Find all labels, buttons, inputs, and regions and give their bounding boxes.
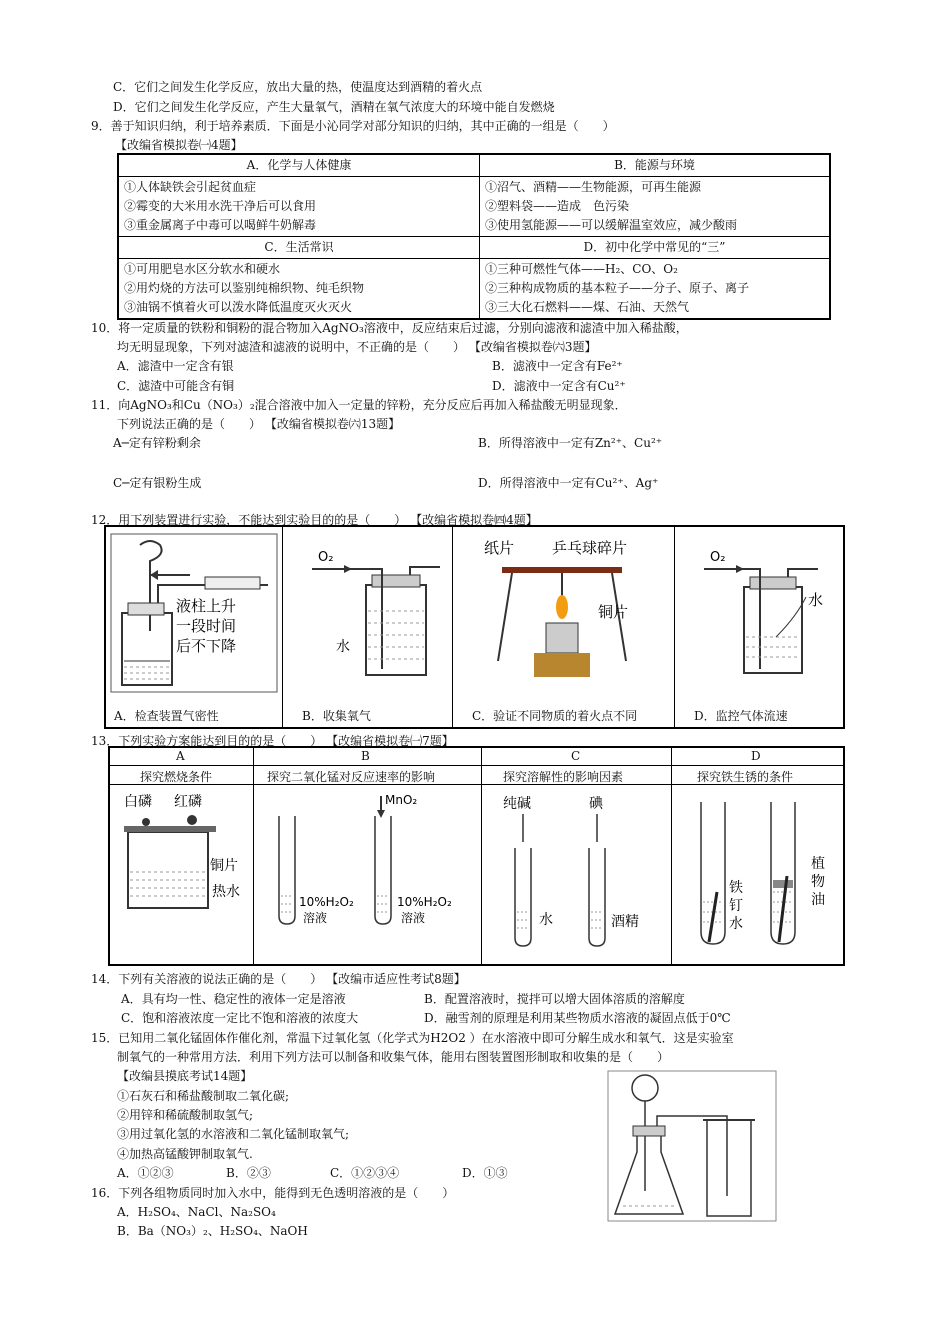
q13-b-mno2: MnO₂ [385, 793, 418, 807]
oxygen-collection-bottle [302, 541, 442, 681]
q9-a-item: ②霉变的大米用水洗干净后可以食用 [124, 199, 317, 213]
prev-option-c: C．它们之间发生化学反应，放出大量的热，使温度达到酒精的着火点 [113, 80, 483, 94]
q15-item-2: ②用锌和稀硫酸制取氢气; [117, 1108, 254, 1122]
q12-caption-c: C．验证不同物质的着火点不同 [472, 709, 638, 723]
q12-caption-b: B．收集氧气 [302, 709, 371, 723]
q9-c-title: C．生活常识 [118, 237, 480, 259]
gas-generation-apparatus [607, 1070, 777, 1222]
q13-head-d: 探究铁生锈的条件 [697, 770, 794, 784]
q10-stem2: 均无明显现象，下列对滤渣和滤液的说明中，不正确的是（ ） [117, 340, 466, 354]
q12-a-label1: 液柱上升 [176, 597, 237, 615]
q9-b-item: ②塑料袋——造成 色污染 [485, 199, 630, 213]
q11-option-a: A─定有锌粉剩余 [113, 436, 201, 450]
q9-stem: 9．善于知识归纳，利于培养素质．下面是小沁同学对部分知识的归纳，其中正确的一组是（ ） [91, 119, 615, 133]
q13-b-sol2b: 溶液 [401, 911, 426, 925]
q13-col-d [671, 748, 843, 964]
q12-c-copper: 铜片 [598, 603, 629, 621]
q14-option-d: D．融雪剂的原理是利用某些物质水溶液的凝固点低于0℃ [424, 1011, 731, 1025]
q11-option-c: C─定有银粉生成 [113, 476, 202, 490]
q15-option-c: C．①②③④ [330, 1166, 400, 1180]
q13-c-iodine: 碘 [589, 796, 603, 812]
q15-option-d: D．①③ [462, 1166, 508, 1180]
q13-d-oil1: 植 [811, 856, 825, 872]
q9-b-title: B．能源与环境 [480, 154, 831, 177]
prev-option-d: D．它们之间发生化学反应，产生大量氧气，酒精在氧气浓度大的环境中能自发燃烧 [113, 100, 555, 114]
q13-d-oil3: 油 [811, 892, 825, 908]
q12-b-water: 水 [336, 639, 350, 655]
q12-source: 【改编省模拟卷㈣4题】 [410, 513, 538, 527]
q13-a-red: 红磷 [174, 794, 202, 810]
q14-stem: 14．下列有关溶液的说法正确的是（ ） [91, 972, 323, 986]
q14-option-a: A．具有均一性、稳定性的液体一定是溶液 [121, 992, 346, 1006]
q13-col-c-letter: C [571, 749, 581, 763]
q9-d-item: ②三种构成物质的基本粒子——分子、原子、离子 [485, 281, 750, 295]
q13-a-copper: 铜片 [210, 858, 238, 874]
q11-source: 【改编省模拟卷㈥13题】 [264, 417, 401, 431]
q12-cell-a [106, 527, 283, 727]
q11-stem2-row [117, 415, 400, 432]
q9-a-items [118, 177, 480, 237]
q15-source: 【改编县摸底考试14题】 [117, 1069, 253, 1083]
q13-col-b-letter: B [361, 749, 370, 763]
q12-a-label3: 后不下降 [176, 637, 237, 655]
q13-d-water: 水 [729, 916, 743, 932]
airtight-check-apparatus [110, 533, 278, 693]
q13-b-sol1: 10%H₂O₂ [299, 895, 354, 909]
q13-col-c [481, 748, 672, 964]
q12-caption-d: D．监控气体流速 [694, 709, 788, 723]
q13-a-white: 白磷 [124, 794, 152, 810]
q15-item-1: ①石灰石和稀盐酸制取二氧化碳; [117, 1089, 290, 1103]
q9-c-items [118, 259, 480, 320]
q9-b-items [480, 177, 831, 237]
q11-stem1: 11．向AgNO₃和Cu（NO₃）₂混合溶液中加入一定量的锌粉，充分反应后再加入稀盐酸无明显现象． [91, 398, 627, 412]
q9-d-title: D．初中化学中常见的“三” [480, 237, 831, 259]
q15-stem1: 15．已知用二氧化锰固体作催化剂，常温下过氧化氢（化学式为H2O2 ）在水溶液中即可分解生成水和氧气．这是实验室 [91, 1031, 734, 1045]
q12-cell-c [452, 527, 675, 727]
q12-cell-d [674, 527, 843, 727]
q13-b-sol1b: 溶液 [303, 911, 328, 925]
q15-option-b: B．②③ [226, 1166, 271, 1180]
q14-option-c: C．饱和溶液浓度一定比不饱和溶液的浓度大 [121, 1011, 359, 1025]
q13-col-b [253, 748, 482, 964]
q16-stem: 16．下列各组物质同时加入水中，能得到无色透明溶液的是（ ） [91, 1186, 455, 1200]
q13-col-a-letter: A [176, 749, 185, 763]
q9-b-item: ③使用氢能源——可以缓解温室效应，减少酸雨 [485, 218, 738, 232]
q13-head-c: 探究溶解性的影响因素 [503, 770, 624, 784]
q15-item-3: ③用过氧化氢的水溶液和二氧化锰制取氧气; [117, 1127, 350, 1141]
q9-a-item: ①人体缺铁会引起贫血症 [124, 180, 257, 194]
q13-table [108, 746, 845, 966]
q13-source: 【改编省模拟卷㈠7题】 [326, 734, 454, 748]
q10-stem1: 10．将一定质量的铁粉和铜粉的混合物加入AgNO₃溶液中，反应结束后过滤，分别向滤液和滤渣中加入稀盐酸， [91, 321, 688, 335]
q12-d-o2: O₂ [710, 550, 726, 565]
q10-source: 【改编省模拟卷㈥3题】 [468, 340, 597, 354]
q9-d-items [480, 259, 831, 320]
q11-option-d: D．所得溶液中一定有Cu²⁺、Ag⁺ [478, 476, 659, 490]
q13-head-a: 探究燃烧条件 [140, 770, 213, 784]
q9-b-item: ①沼气、酒精——生物能源，可再生能源 [485, 180, 702, 194]
q13-col-d-letter: D [751, 749, 761, 763]
mno2-test-tubes [273, 792, 473, 932]
q13-b-sol2: 10%H₂O₂ [397, 895, 452, 909]
q12-cell-b [282, 527, 453, 727]
q12-b-o2: O₂ [318, 550, 334, 565]
q10-stem2-row [117, 338, 596, 355]
q10-option-c: C．滤渣中可能含有铜 [117, 379, 235, 393]
q13-c-soda: 纯碱 [503, 796, 531, 812]
q15-stem2: 制氧气的一种常用方法．利用下列方法可以制备和收集气体，能用右图装置图形制取和收集的是（ ） [117, 1050, 670, 1064]
q12-stem: 12．用下列装置进行实验，不能达到实验目的的是（ ） [91, 513, 407, 527]
q15-option-a: A．①②③ [117, 1166, 174, 1180]
q16-option-a: A．H₂SO₄、NaCl、Na₂SO₄ [117, 1205, 276, 1219]
q9-d-item: ③三大化石燃料——煤、石油、天然气 [485, 300, 690, 314]
q12-caption-a: A．检查装置气密性 [114, 709, 219, 723]
q13-col-a [110, 748, 254, 964]
q11-option-b: B．所得溶液中一定有Zn²⁺、Cu²⁺ [478, 436, 663, 450]
q13-head-b: 探究二氧化锰对反应速率的影响 [267, 770, 436, 784]
q13-d-nail: 铁 [729, 880, 743, 896]
q13-stem: 13．下列实验方案能达到目的的是（ ） [91, 734, 323, 748]
q13-c-alcohol: 酒精 [611, 914, 639, 930]
q13-c-water: 水 [539, 912, 553, 928]
ignition-point-apparatus [472, 537, 662, 687]
q12-c-pingpong: 乒乓球碎片 [552, 539, 628, 557]
q15-item-4: ④加热高锰酸钾制取氧气. [117, 1147, 253, 1161]
solubility-test-tubes [499, 792, 659, 952]
q14-option-b: B．配置溶液时，搅拌可以增大固体溶质的溶解度 [424, 992, 685, 1006]
rust-test-tubes [681, 792, 841, 956]
q9-a-item: ③重金属离子中毒可以喝鲜牛奶解毒 [124, 218, 317, 232]
q11-stem2: 下列说法正确的是（ ） [117, 417, 262, 431]
q9-a-title: A．化学与人体健康 [118, 154, 480, 177]
q12-c-paper: 纸片 [484, 539, 515, 557]
q16-option-b: B．Ba（NO₃）₂、H₂SO₄、NaOH [117, 1224, 308, 1238]
q14-source: 【改编市适应性考试8题】 [326, 972, 466, 986]
gas-flow-monitor [696, 541, 836, 681]
q12-figure [104, 525, 845, 729]
q13-a-hot: 热水 [212, 884, 240, 900]
q9-d-item: ①三种可燃性气体——H₂、CO、O₂ [485, 262, 678, 276]
q10-option-a: A．滤渣中一定含有银 [117, 359, 234, 373]
q9-c-item: ①可用肥皂水区分软水和硬水 [124, 262, 281, 276]
q13-d-nail2: 钉 [729, 898, 743, 914]
q10-option-b: B．滤液中一定含有Fe²⁺ [492, 359, 623, 373]
q12-d-water: 水 [808, 591, 824, 609]
q12-a-label2: 一段时间 [176, 617, 237, 635]
q10-option-d: D．滤液中一定含有Cu²⁺ [492, 379, 626, 393]
q14-stem-row [91, 970, 466, 987]
q13-d-oil2: 物 [811, 874, 825, 890]
q9-table [117, 153, 831, 320]
q9-c-item: ②用灼烧的方法可以鉴别纯棉织物、纯毛织物 [124, 281, 365, 295]
combustion-beaker [118, 792, 246, 912]
q9-c-item: ③油锅不慎着火可以泼水降低温度灭火灭火 [124, 300, 353, 314]
q9-source: 【改编省模拟卷㈠4题】 [115, 138, 243, 152]
